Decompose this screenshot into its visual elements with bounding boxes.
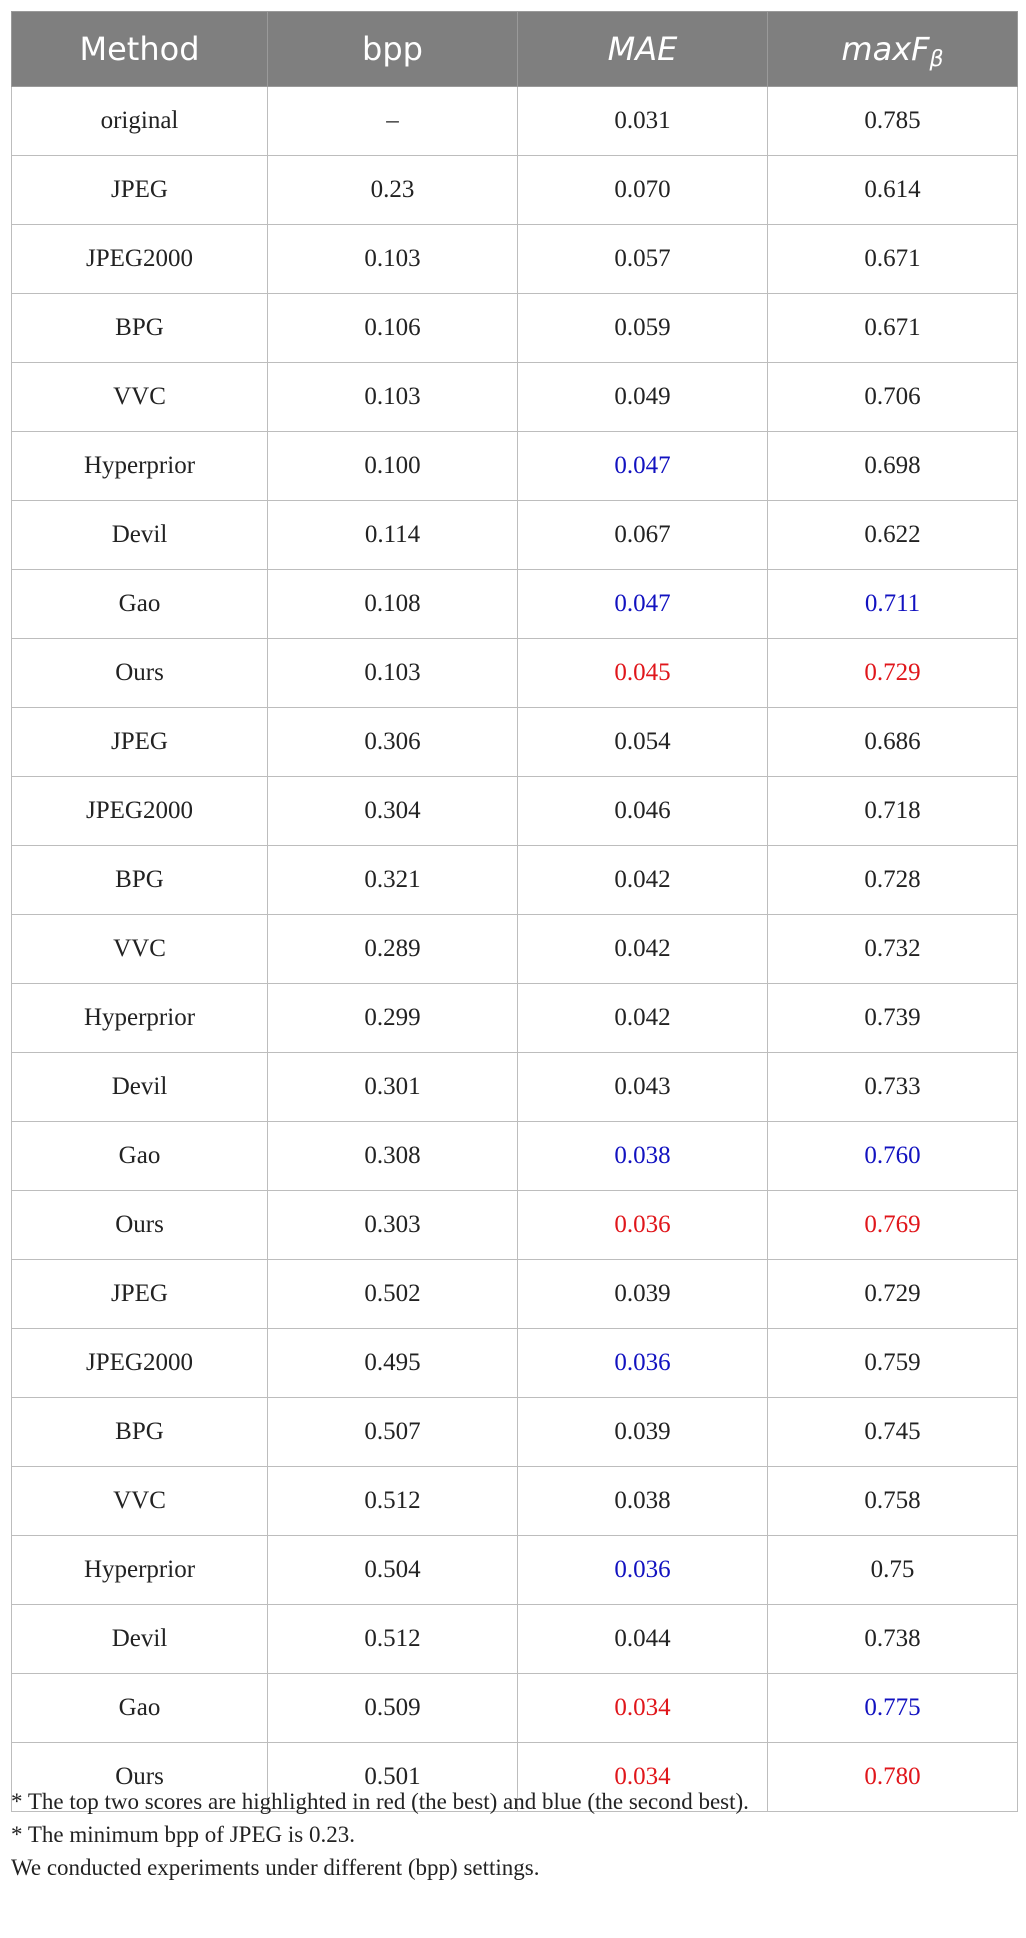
cell-method: JPEG2000 — [12, 1329, 268, 1398]
cell-method: JPEG — [12, 156, 268, 225]
cell-mae: 0.047 — [518, 570, 768, 639]
cell-method: Devil — [12, 501, 268, 570]
cell-bpp: 0.100 — [268, 432, 518, 501]
cell-maxf: 0.728 — [768, 846, 1018, 915]
table-row — [12, 1329, 1018, 1398]
results-table-container — [11, 11, 1017, 1812]
cell-maxf: 0.698 — [768, 432, 1018, 501]
cell-bpp: 0.501 — [268, 1743, 518, 1812]
header-row — [12, 12, 1018, 87]
table-row — [12, 363, 1018, 432]
cell-bpp: 0.299 — [268, 984, 518, 1053]
cell-bpp: 0.301 — [268, 1053, 518, 1122]
cell-bpp: 0.306 — [268, 708, 518, 777]
cell-mae: 0.042 — [518, 846, 768, 915]
cell-mae: 0.049 — [518, 363, 768, 432]
cell-maxf: 0.711 — [768, 570, 1018, 639]
cell-maxf: 0.671 — [768, 294, 1018, 363]
cell-bpp: 0.321 — [268, 846, 518, 915]
header-mae: MAE — [518, 12, 768, 87]
cell-mae: 0.042 — [518, 915, 768, 984]
cell-method: JPEG2000 — [12, 777, 268, 846]
cell-maxf: 0.758 — [768, 1467, 1018, 1536]
table-row — [12, 708, 1018, 777]
cell-maxf: 0.671 — [768, 225, 1018, 294]
cell-mae: 0.047 — [518, 432, 768, 501]
cell-mae: 0.038 — [518, 1122, 768, 1191]
cell-mae: 0.034 — [518, 1674, 768, 1743]
cell-maxf: 0.739 — [768, 984, 1018, 1053]
cell-mae: 0.042 — [518, 984, 768, 1053]
cell-method: Gao — [12, 1674, 268, 1743]
table-row — [12, 915, 1018, 984]
cell-method: BPG — [12, 846, 268, 915]
header-maxf-main: maxF — [841, 30, 930, 68]
cell-method: Hyperprior — [12, 1536, 268, 1605]
cell-maxf: 0.745 — [768, 1398, 1018, 1467]
cell-maxf: 0.732 — [768, 915, 1018, 984]
table-row — [12, 1122, 1018, 1191]
cell-bpp: 0.114 — [268, 501, 518, 570]
cell-maxf: 0.733 — [768, 1053, 1018, 1122]
cell-mae: 0.034 — [518, 1743, 768, 1812]
table-row — [12, 156, 1018, 225]
footnote-min-bpp: * The minimum bpp of JPEG is 0.23. — [11, 1822, 355, 1847]
table-row — [12, 1398, 1018, 1467]
table-row — [12, 1605, 1018, 1674]
cell-mae: 0.043 — [518, 1053, 768, 1122]
table-row — [12, 846, 1018, 915]
cell-bpp: 0.23 — [268, 156, 518, 225]
cell-maxf: 0.75 — [768, 1536, 1018, 1605]
cell-maxf: 0.738 — [768, 1605, 1018, 1674]
cell-method: JPEG — [12, 708, 268, 777]
table-row — [12, 984, 1018, 1053]
cell-bpp: 0.289 — [268, 915, 518, 984]
cell-method: Ours — [12, 639, 268, 708]
table-footnotes — [11, 1785, 1017, 1884]
cell-method: Devil — [12, 1605, 268, 1674]
cell-bpp: 0.103 — [268, 363, 518, 432]
cell-mae: 0.067 — [518, 501, 768, 570]
header-maxf-beta — [768, 12, 1018, 87]
table-row — [12, 777, 1018, 846]
table-row — [12, 501, 1018, 570]
table-row — [12, 1467, 1018, 1536]
cell-mae: 0.044 — [518, 1605, 768, 1674]
cell-method: Gao — [12, 570, 268, 639]
cell-mae: 0.038 — [518, 1467, 768, 1536]
cell-bpp: – — [268, 87, 518, 156]
cell-mae: 0.036 — [518, 1191, 768, 1260]
cell-bpp: 0.509 — [268, 1674, 518, 1743]
table-row — [12, 639, 1018, 708]
cell-mae: 0.054 — [518, 708, 768, 777]
cell-maxf: 0.729 — [768, 639, 1018, 708]
cell-mae: 0.070 — [518, 156, 768, 225]
cell-mae: 0.045 — [518, 639, 768, 708]
cell-maxf: 0.780 — [768, 1743, 1018, 1812]
cell-method: Gao — [12, 1122, 268, 1191]
table-row — [12, 1674, 1018, 1743]
table-row — [12, 1260, 1018, 1329]
cell-method: Ours — [12, 1191, 268, 1260]
table-header — [12, 12, 1018, 87]
cell-maxf: 0.614 — [768, 156, 1018, 225]
cell-bpp: 0.108 — [268, 570, 518, 639]
cell-bpp: 0.495 — [268, 1329, 518, 1398]
cell-maxf: 0.775 — [768, 1674, 1018, 1743]
cell-maxf: 0.785 — [768, 87, 1018, 156]
table-body — [12, 87, 1018, 1812]
cell-maxf: 0.686 — [768, 708, 1018, 777]
header-maxf-subscript: β — [929, 47, 944, 72]
cell-method: Hyperprior — [12, 432, 268, 501]
results-table — [11, 11, 1018, 1812]
cell-method: Hyperprior — [12, 984, 268, 1053]
cell-mae: 0.031 — [518, 87, 768, 156]
cell-bpp: 0.103 — [268, 225, 518, 294]
cell-maxf: 0.622 — [768, 501, 1018, 570]
cell-bpp: 0.303 — [268, 1191, 518, 1260]
cell-mae: 0.039 — [518, 1398, 768, 1467]
table-row — [12, 294, 1018, 363]
table-row — [12, 432, 1018, 501]
table-row — [12, 1191, 1018, 1260]
header-method: Method — [12, 12, 268, 87]
table-row — [12, 1053, 1018, 1122]
cell-mae: 0.057 — [518, 225, 768, 294]
footnote-settings: We conducted experiments under different (bpp) settings. — [11, 1855, 540, 1880]
cell-bpp: 0.103 — [268, 639, 518, 708]
table-row — [12, 570, 1018, 639]
cell-maxf: 0.759 — [768, 1329, 1018, 1398]
cell-bpp: 0.308 — [268, 1122, 518, 1191]
cell-method: JPEG — [12, 1260, 268, 1329]
cell-method: Ours — [12, 1743, 268, 1812]
table-row — [12, 225, 1018, 294]
footnote-highlight: * The top two scores are highlighted in red (the best) and blue (the second best). — [11, 1789, 749, 1814]
cell-maxf: 0.729 — [768, 1260, 1018, 1329]
cell-bpp: 0.304 — [268, 777, 518, 846]
cell-mae: 0.036 — [518, 1536, 768, 1605]
cell-mae: 0.036 — [518, 1329, 768, 1398]
cell-bpp: 0.502 — [268, 1260, 518, 1329]
cell-method: JPEG2000 — [12, 225, 268, 294]
table-row — [12, 1536, 1018, 1605]
cell-mae: 0.059 — [518, 294, 768, 363]
cell-maxf: 0.769 — [768, 1191, 1018, 1260]
cell-maxf: 0.760 — [768, 1122, 1018, 1191]
cell-method: BPG — [12, 1398, 268, 1467]
header-bpp: bpp — [268, 12, 518, 87]
cell-method: original — [12, 87, 268, 156]
cell-mae: 0.039 — [518, 1260, 768, 1329]
cell-bpp: 0.106 — [268, 294, 518, 363]
cell-method: VVC — [12, 363, 268, 432]
cell-maxf: 0.706 — [768, 363, 1018, 432]
cell-mae: 0.046 — [518, 777, 768, 846]
cell-bpp: 0.512 — [268, 1467, 518, 1536]
cell-bpp: 0.504 — [268, 1536, 518, 1605]
cell-bpp: 0.507 — [268, 1398, 518, 1467]
cell-bpp: 0.512 — [268, 1605, 518, 1674]
cell-method: VVC — [12, 1467, 268, 1536]
cell-method: Devil — [12, 1053, 268, 1122]
cell-method: BPG — [12, 294, 268, 363]
table-row — [12, 87, 1018, 156]
cell-maxf: 0.718 — [768, 777, 1018, 846]
cell-method: VVC — [12, 915, 268, 984]
